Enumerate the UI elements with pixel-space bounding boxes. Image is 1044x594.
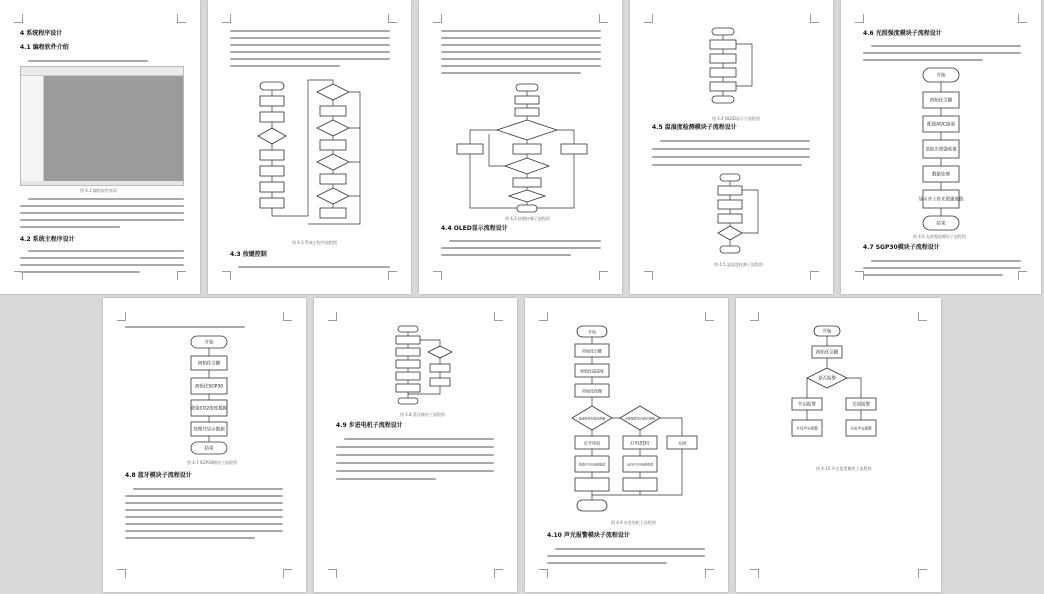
flow-adc-label: 配置ADC通道 (927, 122, 955, 128)
section-heading: 4.4 OLED显示流程设计 (441, 225, 508, 232)
flow-start-label: 开始 (588, 329, 596, 335)
section-heading: 4.3 按键控制 (230, 251, 267, 258)
decision-alarm-label: 是否报警 (818, 376, 836, 382)
flow-sound-on-label: 开启声光报警 (796, 426, 818, 431)
flow-init-label: 初始化引脚 (582, 348, 602, 354)
flow-alarm-off-label: 关闭报警 (852, 402, 870, 408)
flow-sound-off-label: 关闭声光报警 (850, 426, 872, 431)
document-page-2 (208, 0, 411, 294)
flow-fan-detect-label: 风扇打开并检测温度 (578, 462, 606, 467)
document-page-8 (525, 298, 728, 592)
flow-sgp-init-label: 初始化SGP30 (194, 384, 224, 390)
figure-caption: 图 4.9 步进电机子流程图 (611, 520, 656, 525)
document-page-9 (736, 298, 941, 592)
flow-led-detect-label: LED打开并检测亮度 (626, 462, 654, 467)
chapter-heading: 4 系统程序设计 (20, 30, 63, 37)
figure-caption: 图 4.8 蓝牙模块子流程图 (400, 412, 445, 417)
document-page-5 (841, 0, 1041, 294)
flow-alarm-on-label: 开启报警 (798, 402, 816, 408)
flow-process-label: 数据处理 (932, 172, 950, 178)
figure-caption: 图 4.2 系统主程序流程图 (292, 240, 337, 245)
flow-end-label: 结束 (204, 446, 214, 452)
main-flowchart (248, 78, 378, 228)
document-page-4 (630, 0, 833, 294)
flow-start-label: 开始 (936, 73, 946, 79)
flow-humidity-label: 初始化温湿度 (580, 368, 604, 374)
flow-end-label: 结束 (936, 221, 946, 227)
bluetooth-flowchart (390, 324, 460, 410)
section-heading: 4.2 系统主程序设计 (20, 236, 75, 243)
section-heading: 4.5 温湿度检测模块子流程设计 (652, 124, 737, 131)
decision-humidity-label: 温湿度是否超出阈值 (578, 416, 606, 421)
sgp30-flowchart (181, 334, 241, 458)
document-page-7 (314, 298, 517, 592)
flow-display-label: 显示并上传光照强度值 (918, 197, 964, 203)
flow-display-label: 处理并显示数据 (193, 427, 225, 433)
section-heading: 4.7 SGP30模块子流程设计 (863, 244, 940, 251)
figure-caption: 图 4.4 OLED显示子流程图 (712, 116, 760, 121)
section-heading: 4.6 光照强度模块子流程设计 (863, 30, 942, 37)
flow-start-label: 开始 (204, 340, 214, 346)
flow-co2-label: 获取CO2浓度数据 (190, 406, 228, 412)
flow-init-label: 初始化引脚 (815, 350, 839, 356)
section-heading: 4.9 步进电机子流程设计 (336, 422, 403, 429)
section-heading: 4.1 编程软件介绍 (20, 44, 69, 51)
section-heading: 4.10 声光报警模块子流程设计 (547, 532, 630, 539)
figure-caption: 图 4.5 温湿度检测子流程图 (714, 262, 763, 267)
oled-flowchart (700, 26, 780, 114)
flow-fan-label: 打开风扇 (584, 440, 600, 446)
light-flowchart (911, 66, 981, 234)
flow-led-label: 打开LED灯 (630, 440, 650, 446)
motor-flowchart (565, 324, 705, 518)
decision-light-label: 光照强度是否超出阈值 (624, 416, 656, 421)
flow-start-label: 开始 (822, 329, 832, 335)
figure-caption: 图 4.7 SGP30模块子流程图 (187, 460, 238, 465)
key-flowchart (449, 82, 599, 214)
figure-caption: 图 4.3 按键控制子流程图 (505, 216, 550, 221)
section-heading: 4.8 蓝牙模块子流程设计 (125, 472, 192, 479)
software-screenshot (20, 66, 184, 186)
flow-read-label: 读取光照强度值 (925, 147, 957, 153)
humidity-flowchart (710, 172, 780, 260)
document-page-3 (419, 0, 622, 294)
figure-caption: 图 4.6 光照强度模块子流程图 (913, 234, 966, 239)
document-page-1 (0, 0, 200, 294)
flow-close-label: 关闭 (678, 440, 686, 446)
flow-key-label: 初始化按键 (582, 388, 602, 394)
figure-caption: 图 4.10 声光报警模块子流程图 (816, 466, 872, 471)
figure-caption: 图 4.1 编程软件界面 (80, 188, 117, 193)
alarm-flowchart (786, 324, 896, 448)
flow-init-label: 初始化引脚 (197, 361, 221, 367)
document-page-6 (103, 298, 306, 592)
flow-init-label: 初始化引脚 (929, 98, 953, 104)
